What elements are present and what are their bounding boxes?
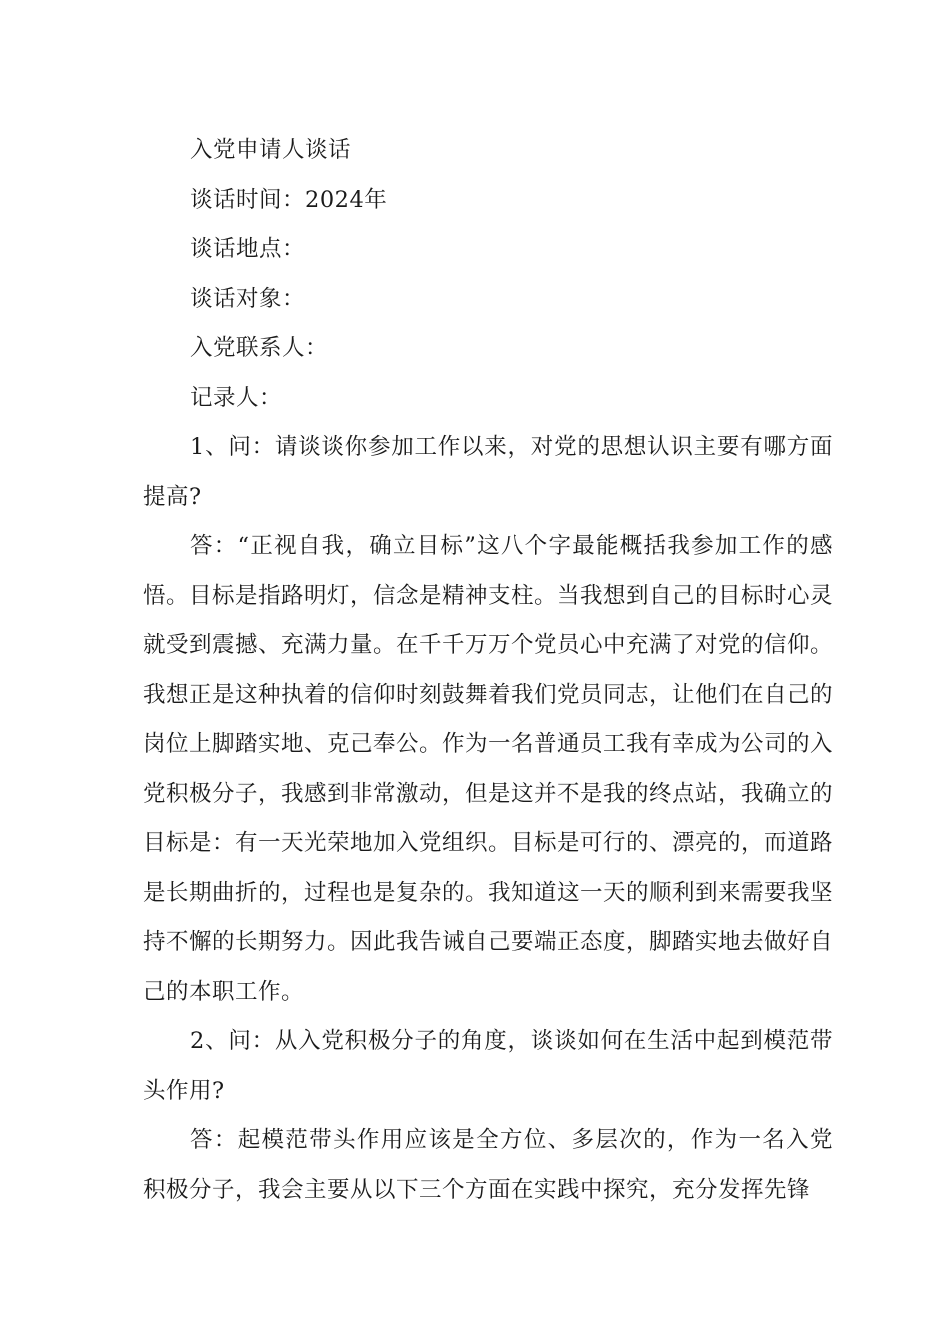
document-title: 入党申请人谈话 — [190, 137, 352, 163]
recorder: 记录人： — [190, 384, 283, 411]
answer-1: 答：“正视自我，确立目标”这八个字最能概括我参加工作的感悟。目标是指路明灯，信念是精神支柱。当我想到自己的目标时心灵就受到震撼、充满力量。在千千万万个党员心中充满了对党的信仰。我想正是这种执着的信仰时刻鼓舞着我们党员同志，让他们在自己的岗位上脚踏实地、克己奉公。作为一名普通员工我有幸成为公司的入党积极分子，我感到非常激动，但是这并不是我的终点站，我确立的目标是：有一天光荣地加入党组织。目标是可行的、漂亮的，而道路是长期曲折的，过程也是复杂的。我知道这一天的顺利到来需要我坚持不懈的长期努力。因此我告诫自己要端正态度，脚踏实地去做好自己的本职工作。 — [143, 533, 834, 1005]
party-contact: 入党联系人： — [190, 335, 329, 361]
question-1: 1、问：请谈谈你参加工作以来，对党的思想认识主要有哪方面提高? — [143, 434, 833, 510]
interview-time: 谈话时间：2024年 — [190, 186, 388, 213]
answer-2: 答：起模范带头作用应该是全方位、多层次的，作为一名入党积极分子，我会主要从以下三个方面在实践中探究，充分发挥先锋 — [143, 1127, 833, 1203]
interview-subject: 谈话对象： — [190, 285, 306, 312]
question-2: 2、问：从入党积极分子的角度，谈谈如何在生活中起到模范带头作用? — [143, 1028, 833, 1104]
document-body — [143, 126, 833, 1215]
interview-location: 谈话地点： — [190, 236, 306, 262]
